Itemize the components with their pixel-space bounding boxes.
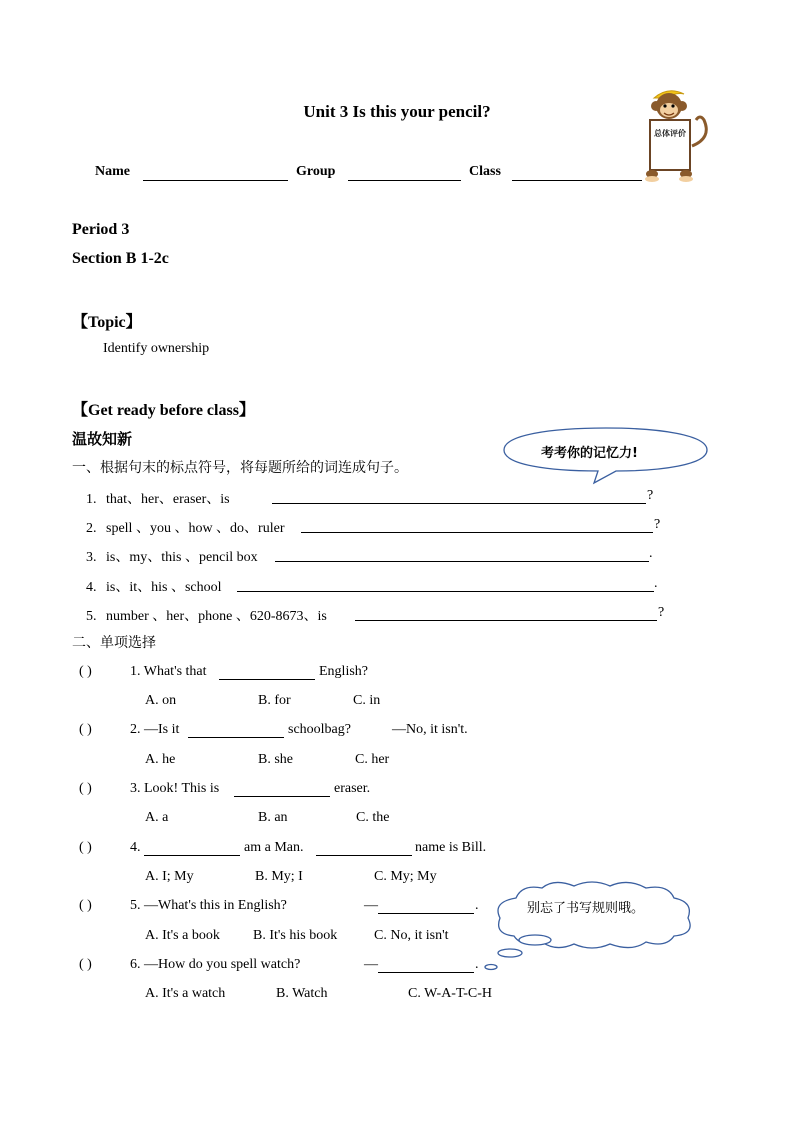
question-6-period: . <box>475 957 479 972</box>
name-field[interactable] <box>143 180 288 181</box>
item-number: 2. <box>86 521 97 536</box>
option-b[interactable]: B. she <box>258 752 293 767</box>
item-number: 1. <box>86 492 97 507</box>
part1-item-5 <box>86 605 327 625</box>
section-label: Section B 1-2c <box>72 250 169 267</box>
part1-item-4 <box>86 576 222 596</box>
part1-item-2 <box>86 517 284 537</box>
question-3-stem: 3. Look! This is <box>130 781 220 796</box>
answer-paren[interactable]: ( ) <box>79 840 92 855</box>
get-ready-heading: 【Get ready before class】 <box>72 402 255 419</box>
option-c[interactable]: C. the <box>356 810 390 825</box>
group-label: Group <box>296 164 336 179</box>
option-b[interactable]: B. an <box>258 810 288 825</box>
question-4-stem-mid: am a Man. <box>244 840 304 855</box>
part1-instruction: 一、根据句末的标点符号，将每题所给的词连成句子。 <box>72 460 408 476</box>
topic-text: Identify ownership <box>103 341 210 356</box>
answer-line-1[interactable] <box>272 503 646 504</box>
end-punct-1: ? <box>647 488 654 503</box>
group-field[interactable] <box>348 180 461 181</box>
option-a[interactable]: A. he <box>145 752 176 767</box>
item-words: is、it、his 、school <box>106 580 222 595</box>
option-c[interactable]: C. No, it isn't <box>374 928 449 943</box>
thought-cloud <box>482 878 704 974</box>
option-a[interactable]: A. I; My <box>145 869 194 884</box>
option-a[interactable]: A. on <box>145 693 177 708</box>
item-number: 4. <box>86 580 97 595</box>
page-title: Unit 3 Is this your pencil? <box>303 102 491 121</box>
option-c[interactable]: C. her <box>355 752 390 767</box>
end-punct-4: . <box>654 576 658 591</box>
question-2-stem: 2. —Is it <box>130 722 180 737</box>
option-b[interactable]: B. Watch <box>276 986 328 1001</box>
answer-line-2[interactable] <box>301 532 653 533</box>
topic-heading: 【Topic】 <box>72 314 142 331</box>
answer-line-3[interactable] <box>275 561 649 562</box>
class-label: Class <box>469 164 501 179</box>
blank[interactable] <box>378 913 474 914</box>
question-1-stem: 1. What's that <box>130 664 207 679</box>
thought-cloud-text: 别忘了书写规则哦。 <box>527 901 645 916</box>
item-words: number 、her、phone 、620-8673、is <box>106 609 327 624</box>
answer-line-5[interactable] <box>355 620 657 621</box>
class-field[interactable] <box>512 180 642 181</box>
answer-paren[interactable]: ( ) <box>79 664 92 679</box>
item-number: 5. <box>86 609 97 624</box>
answer-paren[interactable]: ( ) <box>79 898 92 913</box>
option-c[interactable]: C. My; My <box>374 869 437 884</box>
question-2-response: —No, it isn't. <box>392 722 468 737</box>
period-label: Period 3 <box>72 221 130 238</box>
blank[interactable] <box>316 855 412 856</box>
item-words: spell 、you 、how 、do、ruler <box>106 521 285 536</box>
mascot-sign-text: 总体评价 <box>654 129 686 138</box>
option-c[interactable]: C. W-A-T-C-H <box>408 986 492 1001</box>
question-6-stem: 6. —How do you spell watch? <box>130 957 301 972</box>
question-3-stem-end: eraser. <box>334 781 371 796</box>
question-5-period: . <box>475 898 479 913</box>
option-b[interactable]: B. It's his book <box>253 928 338 943</box>
part2-instruction: 二、单项选择 <box>72 635 156 651</box>
question-2-stem-mid: schoolbag? <box>288 722 351 737</box>
question-4-number: 4. <box>130 840 141 855</box>
blank[interactable] <box>378 972 474 973</box>
end-punct-5: ? <box>658 605 665 620</box>
option-c[interactable]: C. in <box>353 693 381 708</box>
question-1-stem-end: English? <box>319 664 368 679</box>
blank[interactable] <box>144 855 240 856</box>
end-punct-3: . <box>649 546 653 561</box>
end-punct-2: ? <box>654 517 661 532</box>
speech-bubble-text: 考考你的记忆力! <box>541 446 638 461</box>
question-5-dash: — <box>364 898 378 913</box>
review-subheading: 温故知新 <box>72 430 133 448</box>
option-b[interactable]: B. My; I <box>255 869 303 884</box>
blank[interactable] <box>219 679 315 680</box>
question-6-dash: — <box>364 957 378 972</box>
option-a[interactable]: A. It's a watch <box>145 986 226 1001</box>
option-a[interactable]: A. a <box>145 810 169 825</box>
option-a[interactable]: A. It's a book <box>145 928 220 943</box>
part1-item-3 <box>86 546 258 566</box>
item-words: is、my、this 、pencil box <box>106 550 258 565</box>
question-5-stem: 5. —What's this in English? <box>130 898 287 913</box>
answer-paren[interactable]: ( ) <box>79 722 92 737</box>
blank[interactable] <box>234 796 330 797</box>
name-label: Name <box>95 164 130 179</box>
item-number: 3. <box>86 550 97 565</box>
answer-paren[interactable]: ( ) <box>79 781 92 796</box>
answer-line-4[interactable] <box>237 591 654 592</box>
option-b[interactable]: B. for <box>258 693 291 708</box>
part1-item-1 <box>86 488 230 508</box>
blank[interactable] <box>188 737 284 738</box>
question-4-stem-end: name is Bill. <box>415 840 487 855</box>
item-words: that、her、eraser、is <box>106 492 230 507</box>
answer-paren[interactable]: ( ) <box>79 957 92 972</box>
